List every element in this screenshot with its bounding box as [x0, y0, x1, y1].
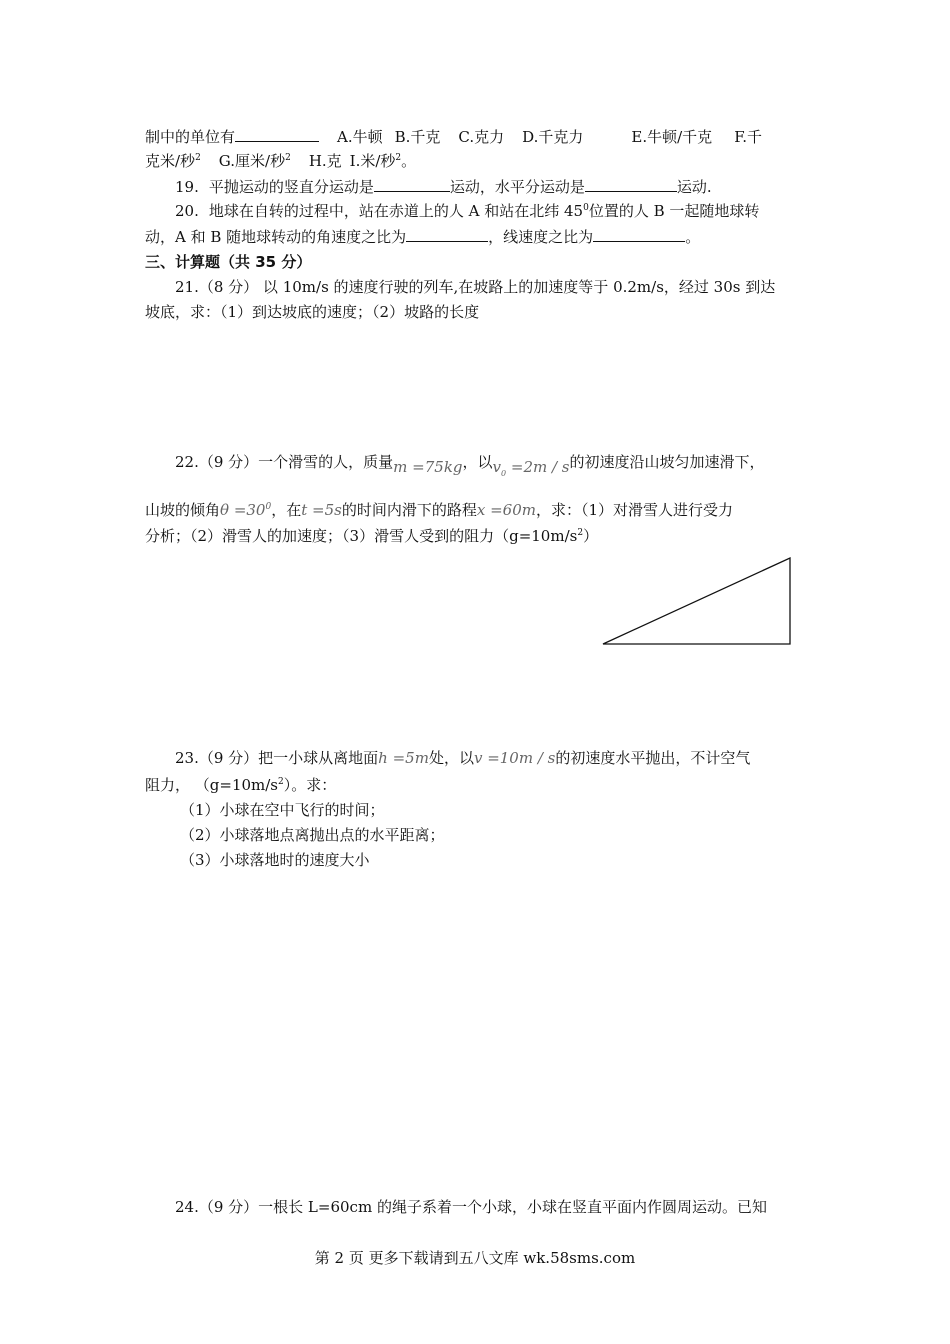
answer-blank[interactable]: [235, 126, 319, 142]
math-distance: x =60m: [476, 501, 536, 519]
slope-triangle-figure: [600, 555, 800, 650]
q22-line-2: 山坡的倾角$\theta =30^0$，在t =5s的时间内滑下的路程x =60m，求：（1）对滑雪人进行受力: [145, 501, 734, 519]
math-angle: $\theta =30^0$: [220, 501, 272, 519]
math-mass: m =75kg: [393, 458, 463, 476]
q22-line-1: 22.（9 分）一个滑雪的人，质量m =75kg，以$v_0 =2m / s$的初速度沿山坡匀加速滑下，: [175, 453, 765, 478]
q23-line-2: 阻力， $(g=10m/s^2)$。求：: [145, 776, 337, 794]
answer-blank[interactable]: [593, 226, 685, 242]
answer-blank[interactable]: [374, 176, 450, 192]
q21-line-2: 坡底，求：（1）到达坡底的速度；（2）坡路的长度: [145, 303, 480, 321]
q23-sub-3: （3）小球落地时的速度大小: [180, 851, 370, 869]
answer-blank[interactable]: [406, 226, 488, 242]
q23-sub-2: （2）小球落地点离抛出点的水平距离；: [180, 826, 445, 844]
q18-line-2: 克米/秒$^2$ G.厘米/秒$^2$ H.克 I.米/秒$^2$。: [145, 152, 417, 170]
q20-line-2: 动，A 和 B 随地球转动的角速度之比为 ，线速度之比为 。: [145, 228, 701, 246]
slope-triangle: [603, 558, 790, 644]
math-initial-velocity: $v_0 =2m / s$: [492, 458, 570, 478]
math-time: t =5s: [301, 501, 342, 519]
q24-line-1: 24.（9 分）一根长 L=60cm 的绳子系着一个小球，小球在竖直平面内作圆周运动。已知: [175, 1198, 767, 1216]
q18-line-1: 制中的单位有 A.牛顿 B.千克 C.克力 D.千克力 E.牛顿/千克 F.千: [145, 128, 763, 146]
q23-line-1: 23.（9 分）把一小球从离地面h =5m处，以v =10m / s的初速度水平抛出，不计空气: [175, 749, 751, 767]
q22-line-3: 分析；（2）滑雪人的加速度；（3）滑雪人受到的阻力$(g=10m/s^2)$: [145, 527, 599, 545]
q20-line-1: 20. 地球在自转的过程中，站在赤道上的人 A 和站在北纬 $45^0$位置的人 B 一起随地球转: [175, 202, 760, 220]
math-height: h =5m: [378, 749, 429, 767]
q21-line-1: 21.（8 分） 以 10m/s 的速度行驶的列车,在坡路上的加速度等于 0.2m/s，经过 30s 到达: [175, 278, 776, 296]
section-title: 三、计算题（共 35 分）: [145, 253, 312, 271]
math-velocity: v =10m / s: [473, 749, 556, 767]
q23-sub-1: （1）小球在空中飞行的时间；: [180, 801, 385, 819]
page-footer: 第 2 页 更多下载请到五八文库 wk.58sms.com: [314, 1249, 636, 1267]
q19-line: 19. 平抛运动的竖直分运动是 运动，水平分运动是 运动.: [175, 178, 712, 196]
answer-blank[interactable]: [585, 176, 677, 192]
